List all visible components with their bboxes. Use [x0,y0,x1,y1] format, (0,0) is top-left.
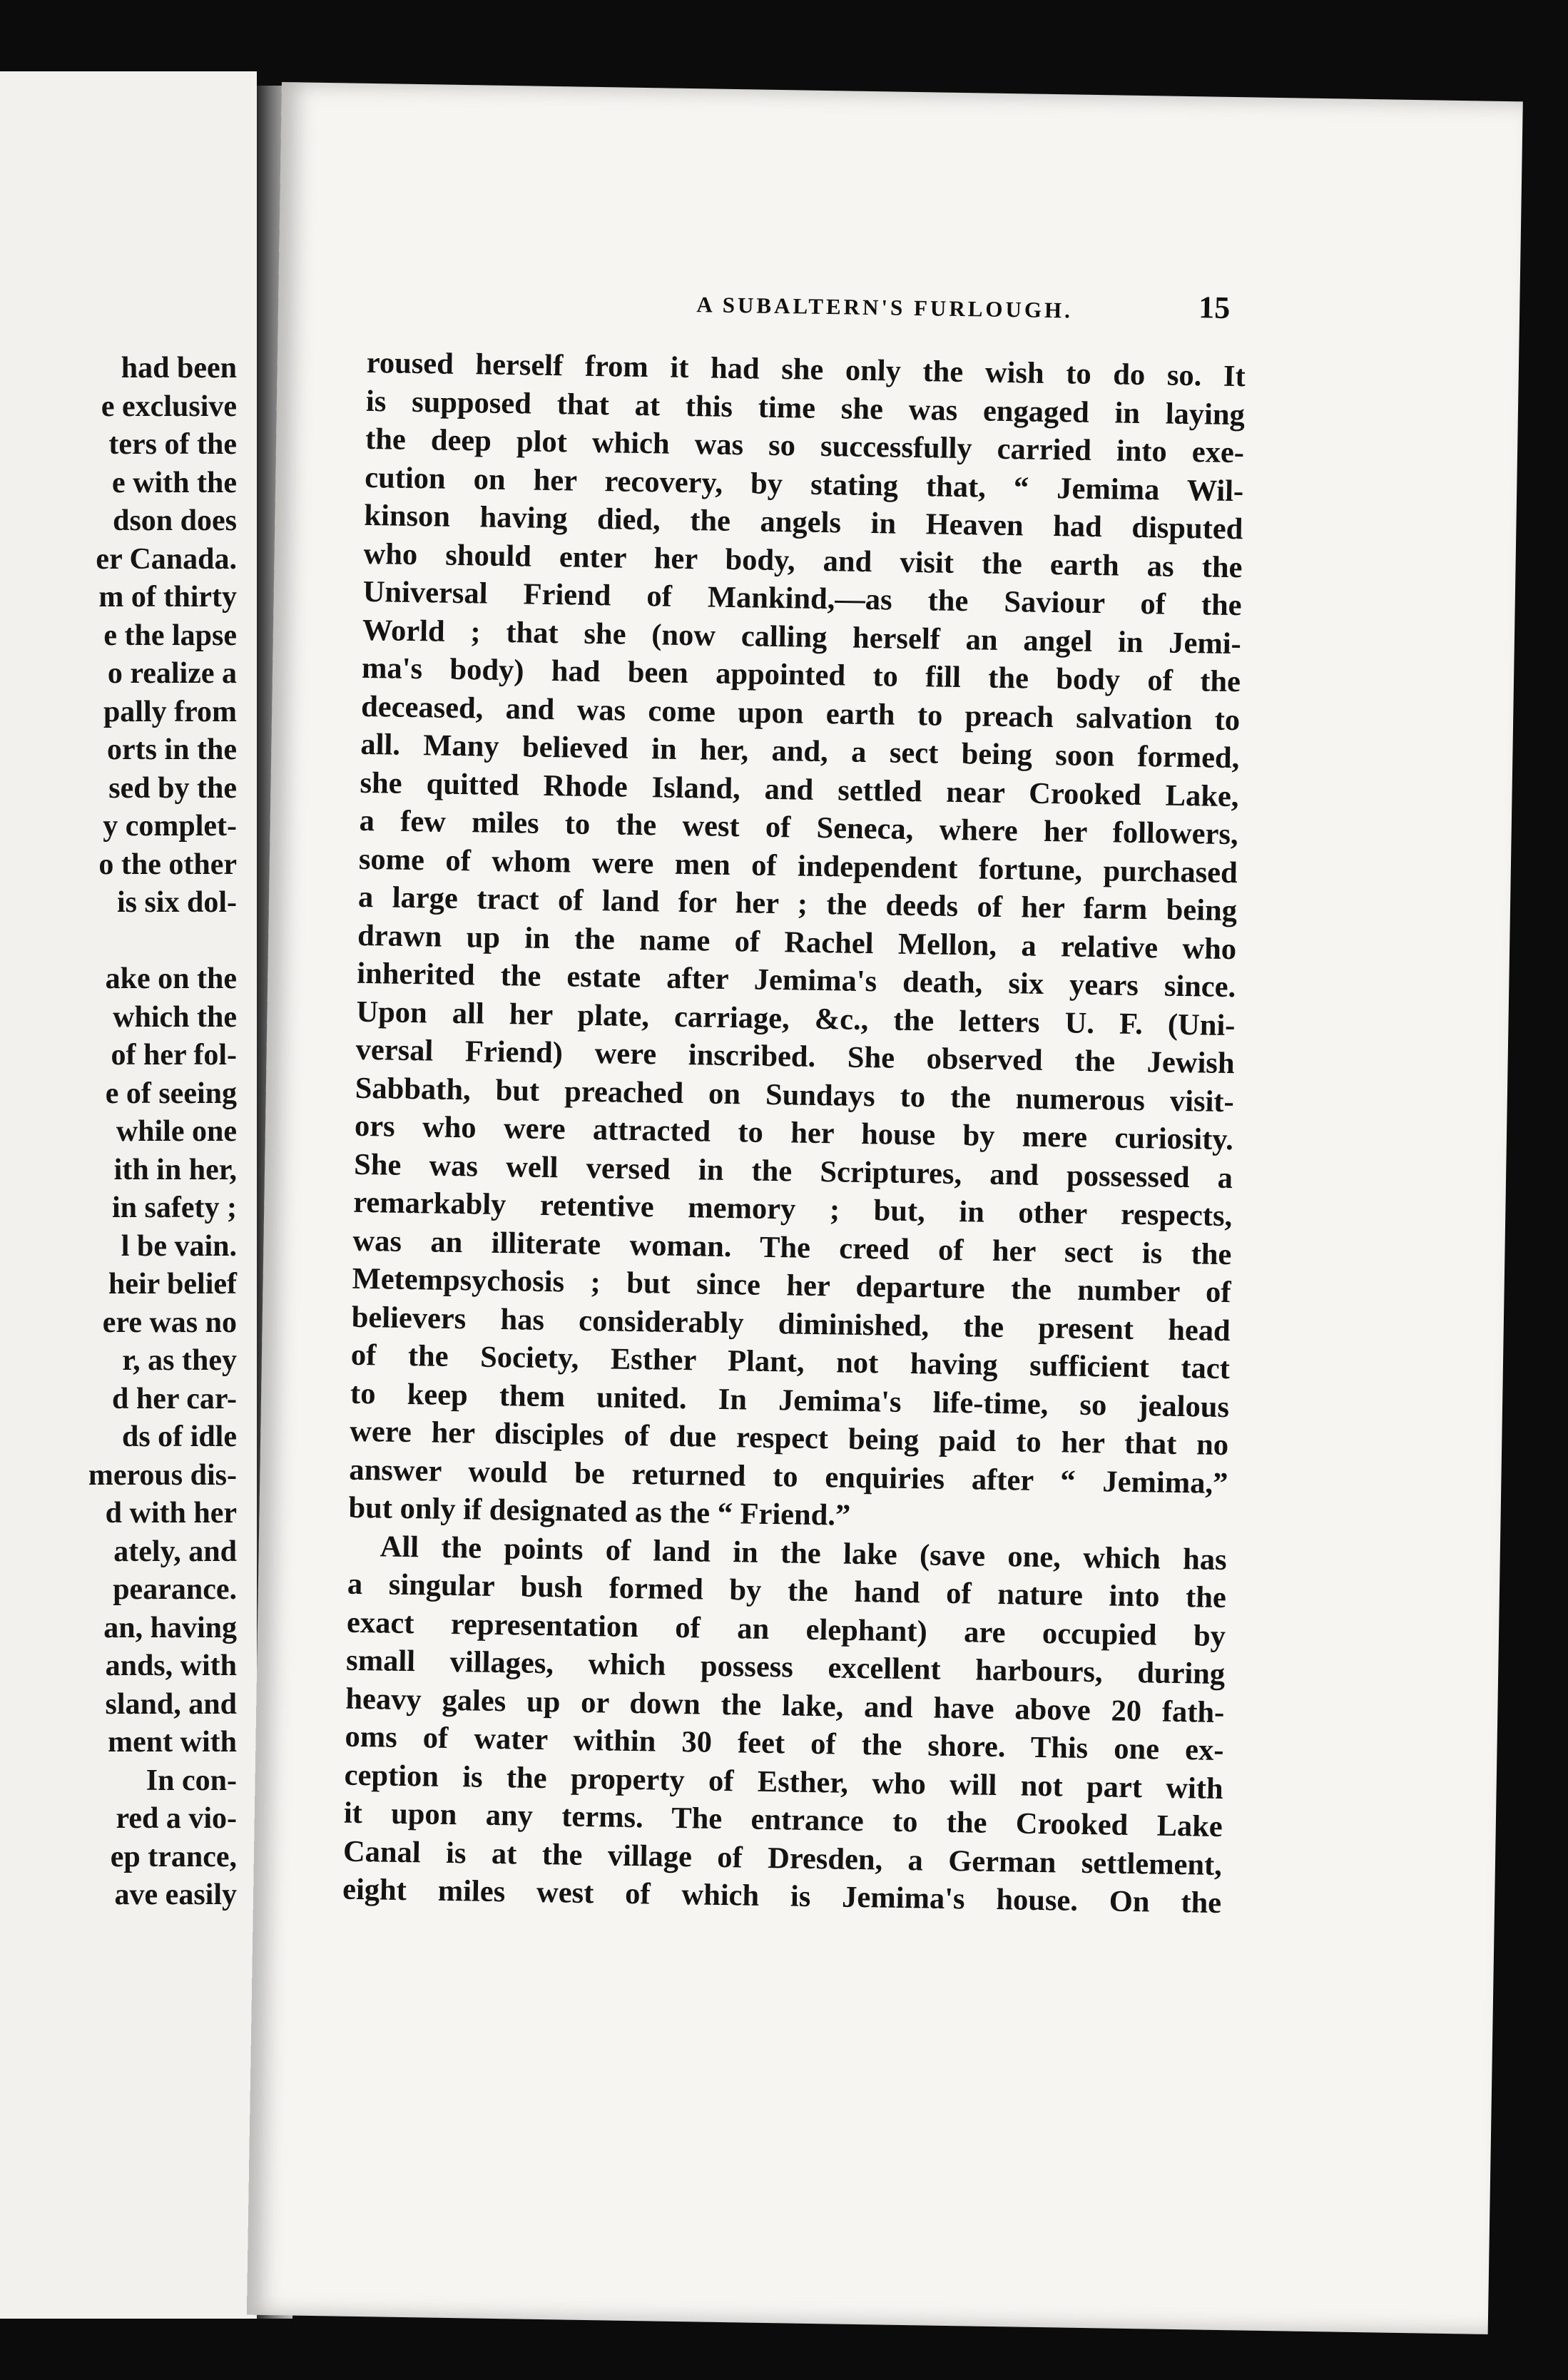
text-line: of her fol- [111,1039,237,1072]
text-line: in safety ; [112,1191,237,1224]
text-line: remarkably retentive memory ; but, in other respects, [352,1185,1233,1234]
text-line: e the lapse [103,619,237,652]
text-line: o realize a [107,657,237,690]
text-line: red a vio- [116,1802,237,1835]
text-line: dson does [113,504,237,537]
text-line: eight miles west of which is Jemima's house. On the [342,1872,1222,1920]
text-line: r, as they [122,1344,237,1377]
text-line: oms of water within 30 feet of the shore. This one ex- [345,1719,1224,1768]
text-line: while one [116,1115,237,1148]
text-line: pally from [103,695,237,728]
text-line: had been [121,352,237,385]
text-line: ep trance, [110,1840,237,1873]
text-line: the deep plot which was so successfully carried into exe- [365,422,1245,470]
text-line: ception is the property of Esther, who will not part with [344,1758,1223,1806]
text-line: Canal is at the village of Dresden, a German settlement, [342,1834,1223,1882]
text-line [0,922,237,961]
text-line: er Canada. [96,542,237,576]
previous-page-text [0,350,237,1915]
text-line: she quitted Rhode Island, and settled near Crooked Lake, [360,766,1239,813]
text-line: All the points of land in the lake (save one, which has [380,1529,1228,1577]
text-line: ately, and [113,1535,237,1568]
text-line: o the other [98,848,237,881]
text-line: a large tract of land for her ; the deeds of her farm being [357,880,1238,928]
text-line: it upon any terms. The entrance to the Crooked Lake [343,1796,1223,1844]
text-line: World ; that she (now calling herself an angel in Jemi- [362,613,1242,661]
text-line: Universal Friend of Mankind,—as the Saviour of the [362,574,1243,623]
text-line: ors who were attracted to her house by mere curiosity. [354,1109,1234,1157]
text-line: which the [113,1000,237,1034]
text-line: all. Many believed in her, and, a sect being soon formed, [360,727,1240,775]
text-line: exact representation of an elephant) are occupied by [346,1605,1226,1653]
text-line: d with her [105,1497,237,1530]
text-line: heir belief [108,1268,237,1301]
running-head: A SUBALTERN'S FURLOUGH. [696,292,1074,323]
text-line: pearance. [113,1573,237,1606]
book-page [247,82,1523,2334]
text-line: sed by the [108,771,237,805]
text-line: She was well versed in the Scriptures, and possessed a [353,1147,1233,1195]
text-line: deceased, and was come upon earth to preach salvation to [360,689,1241,737]
text-line: ith in her, [113,1153,237,1186]
text-line: ma's body) had been appointed to fill the body of the [361,651,1241,699]
text-line: some of whom were men of independent fortune, purchased [358,842,1238,890]
text-line: is supposed that at this time she was engaged in laying [365,384,1246,432]
text-line: y complet- [103,810,237,843]
text-line: ands, with [105,1649,237,1682]
text-line: was an illiterate woman. The creed of her sect is the [352,1224,1232,1271]
text-line: drawn up in the name of Rachel Mellon, a relative who [357,918,1237,966]
text-line: cution on her recovery, by stating that, “ Jemima Wil- [364,460,1244,508]
text-line: d her car- [112,1382,237,1415]
text-line: e of seeing [105,1077,237,1110]
text-line: answer would be returned to enquiries after “ Jemima,” [349,1453,1228,1500]
text-line: e exclusive [101,390,237,423]
text-line: small villages, which possess excellent harbours, during [345,1643,1226,1692]
text-line: heavy gales up or down the lake, and have above 20 fath- [345,1682,1225,1729]
text-line: but only if designated as the “ Friend.” [348,1490,851,1532]
text-line: kinson having died, the angels in Heaven had disputed [364,498,1243,546]
text-line: ake on the [105,962,237,995]
text-line: Upon all her plate, carriage, &c., the letters U. F. (Uni- [356,995,1236,1042]
text-line: merous dis- [88,1458,237,1492]
text-line: orts in the [107,733,237,766]
text-line: sland, and [105,1687,237,1721]
text-line: m of thirty [98,581,237,614]
text-line: is six dol- [116,886,237,919]
page-number: 15 [1198,290,1231,325]
text-line: believers has considerably diminished, the present head [351,1300,1231,1348]
text-line: l be vain. [121,1229,237,1263]
text-line: ters of the [108,428,237,461]
text-line: to keep them united. In Jemima's life-time, so jealous [350,1376,1230,1424]
text-line: Sabbath, but preached on Sundays to the numerous visit- [355,1071,1235,1119]
page-body-text [342,344,1246,1923]
text-line: who should enter her body, and visit the earth as the [363,536,1243,584]
previous-page-fragment [0,71,257,2319]
text-line: a few miles to the west of Seneca, where her followers, [359,803,1238,852]
text-line: ds of idle [121,1420,237,1453]
text-line: an, having [103,1611,237,1644]
text-line: of the Society, Esther Plant, not having sufficient tact [350,1338,1231,1386]
text-line: versal Friend) were inscribed. She observed the Jewish [355,1032,1235,1081]
text-line: roused herself from it had she only the wish to do so. It [366,345,1246,394]
text-line: inherited the estate after Jemima's death, six years since. [357,956,1236,1005]
text-line: Metempsychosis ; but since her departure the number of [352,1261,1231,1310]
text-line: were her disciples of due respect being paid to her that no [349,1414,1229,1463]
text-line: ere was no [102,1306,237,1339]
text-line: In con- [146,1764,237,1797]
text-line: ment with [108,1726,237,1759]
text-line: e with the [112,466,237,499]
text-line: a singular bush formed by the hand of nature into the [347,1567,1227,1615]
text-line: ave easily [114,1878,237,1911]
